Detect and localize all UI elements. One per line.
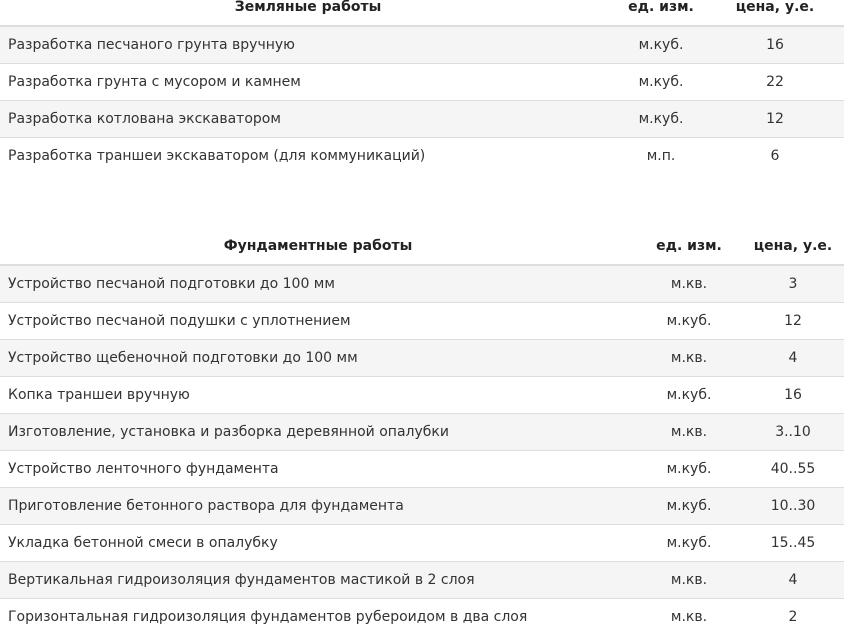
- work-name-cell: Изготовление, установка и разборка деревянной опалубки: [8, 423, 449, 440]
- work-name-cell: Разработка траншеи экскаватором (для коммуникаций): [8, 147, 426, 164]
- price-cell: 4: [788, 571, 798, 588]
- header-price: цена, у.е.: [735, 0, 815, 15]
- work-name-cell: Устройство ленточного фундамента: [8, 460, 279, 477]
- unit-cell: м.кв.: [670, 571, 708, 588]
- table-row: [0, 26, 844, 63]
- unit-cell: м.кв.: [670, 349, 708, 366]
- price-cell: 40..55: [770, 460, 816, 477]
- table-row: [0, 450, 844, 487]
- work-name-cell: Устройство песчаной подготовки до 100 мм: [8, 275, 335, 292]
- table-row: [0, 302, 844, 339]
- table-header-row: [0, 0, 844, 26]
- work-name-cell: Устройство песчаной подушки с уплотнением: [8, 312, 351, 329]
- table-row: [0, 561, 844, 598]
- unit-cell: м.куб.: [638, 73, 684, 90]
- table-row: [0, 63, 844, 100]
- table-header-row: [0, 228, 844, 265]
- work-name-cell: Разработка песчаного грунта вручную: [8, 36, 295, 53]
- unit-cell: м.куб.: [666, 534, 712, 551]
- work-name-cell: Приготовление бетонного раствора для фундамента: [8, 497, 404, 514]
- work-name-cell: Разработка котлована экскаватором: [8, 110, 281, 127]
- header-unit: ед. изм.: [628, 0, 694, 15]
- header-unit: ед. изм.: [656, 238, 722, 254]
- price-cell: 12: [784, 312, 802, 329]
- unit-cell: м.кв.: [670, 608, 708, 625]
- unit-cell: м.куб.: [638, 110, 684, 127]
- table-row: [0, 487, 844, 524]
- price-cell: 3..10: [775, 423, 811, 440]
- price-cell: 4: [788, 349, 798, 366]
- work-name-cell: Устройство щебеночной подготовки до 100 мм: [8, 349, 358, 366]
- table-row: [0, 265, 844, 302]
- price-cell: 6: [770, 147, 780, 164]
- table-row: [0, 100, 844, 137]
- table-row: [0, 413, 844, 450]
- table-row: [0, 137, 844, 174]
- price-cell: 16: [784, 386, 802, 403]
- header-work-name: Фундаментные работы: [223, 238, 413, 254]
- table-row: [0, 524, 844, 561]
- price-cell: 3: [788, 275, 798, 292]
- unit-cell: м.п.: [646, 147, 676, 164]
- unit-cell: м.кв.: [670, 423, 708, 440]
- table-row: [0, 376, 844, 413]
- work-name-cell: Горизонтальная гидроизоляция фундаментов рубероидом в два слоя: [8, 608, 528, 625]
- work-name-cell: Укладка бетонной смеси в опалубку: [8, 534, 278, 551]
- unit-cell: м.куб.: [638, 36, 684, 53]
- unit-cell: м.куб.: [666, 312, 712, 329]
- price-cell: 15..45: [770, 534, 816, 551]
- price-cell: 2: [788, 608, 798, 625]
- table-row: [0, 598, 844, 635]
- unit-cell: м.куб.: [666, 497, 712, 514]
- unit-cell: м.куб.: [666, 386, 712, 403]
- price-cell: 12: [766, 110, 784, 127]
- foundation-price-table: [0, 228, 844, 635]
- price-cell: 10..30: [770, 497, 816, 514]
- price-cell: 22: [766, 73, 784, 90]
- work-name-cell: Разработка грунта с мусором и камнем: [8, 73, 301, 90]
- header-work-name: Земляные работы: [234, 0, 382, 15]
- earthworks-price-table: [0, 0, 844, 174]
- header-price: цена, у.е.: [753, 238, 833, 254]
- work-name-cell: Копка траншеи вручную: [8, 386, 190, 403]
- unit-cell: м.кв.: [670, 275, 708, 292]
- unit-cell: м.куб.: [666, 460, 712, 477]
- price-cell: 16: [766, 36, 784, 53]
- work-name-cell: Вертикальная гидроизоляция фундаментов мастикой в 2 слоя: [8, 571, 475, 588]
- table-row: [0, 339, 844, 376]
